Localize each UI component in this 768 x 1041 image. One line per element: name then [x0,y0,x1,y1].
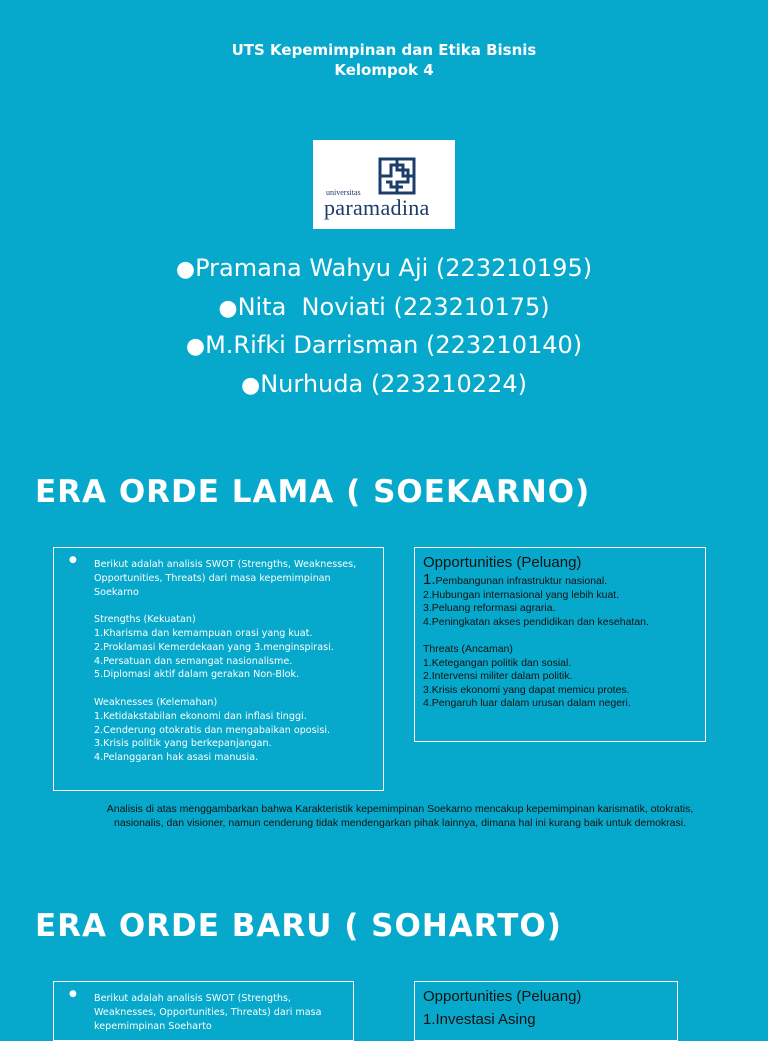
swot-intro-text: Berikut adalah analisis SWOT (Strengths, Weaknesses, Opportunities, Threats) dari masa kepemimpinan Soeharto [94,993,325,1032]
member-list [0,250,768,404]
opportunities-list: 1.Investasi Asing [423,1011,536,1028]
swot-opportunities-threats-text [423,573,649,711]
logo-wordmark: paramadina [324,195,430,220]
analysis-summary: Analisis di atas menggambarkan bahwa Karakteristik kepemimpinan Soekarno mencakup kepemimpinan karismatik, otokratis, nasionalis, dan visioner, namun cenderung tidak mendengarkan pihak lainnya, dimana hal ini kurang baik untuk demokrasi. [106,803,694,829]
paramadina-knot-icon [377,156,417,196]
document-title [0,40,768,80]
swot-left-box-orde-lama [53,547,384,791]
swot-right-box-orde-lama [414,547,706,742]
title-line-2: Kelompok 4 [334,61,434,79]
section-heading-orde-baru: ERA ORDE BARU ( SOHARTO) [35,908,562,944]
title-line-1: UTS Kepemimpinan dan Etika Bisnis [231,41,537,59]
swot-left-box-orde-baru [53,981,354,1041]
bullet-icon: ● [218,295,238,321]
logo-small-text: universitas [326,188,361,197]
swot-strengths-weaknesses-text: Berikut adalah analisis SWOT (Strengths, Weaknesses, Opportunities, Threats) dari masa kepemimpinan Soekarno Strengths (Kekuatan) 1.Kharisma dan kemampuan orasi yang kuat. 2.Proklamasi Kemerdekaan yang 3.menginspirasi. 4.Persatuan dan semangat nasionalisme. 5.Diplomasi aktif dalam gerakan Non-Blok. Weaknesses (Kelemahan) 1.Ketidakstabilan ekonomi dan inflasi tinggi. 2.Cenderung otokratis dan mengabaikan oposisi. 3.Krisis politik yang berkepanjangan. 4.Pelanggaran hak asasi manusia. [94,559,357,764]
opportunities-threats-list: Pembangunan infrastruktur nasional. 2.Hubungan internasional yang lebih kuat. 3.Peluang reformasi agraria. 4.Peningkatan akses pendidikan dan kesehatan. Threats (Ancaman) 1.Ketegangan politik dan sosial. 2.Intervensi militer dalam politik. 3.Krisis ekonomi yang dapat memicu protes. 4.Pengaruh luar dalam urusan dalam negeri. [423,575,649,710]
university-logo [313,140,455,229]
opportunities-heading: Opportunities (Peluang) [423,988,582,1005]
member-name: M.Rifki Darrisman (223210140) [205,331,583,359]
bullet-icon: ● [69,989,77,999]
bullet-icon: ● [241,372,261,398]
bullet-icon: ● [69,555,77,565]
bullet-icon: ● [175,257,196,282]
section-heading-orde-lama: ERA ORDE LAMA ( SOEKARNO) [35,474,591,510]
opportunities-heading: Opportunities (Peluang) [423,554,582,571]
member-name: Nita Noviati (223210175) [237,292,550,321]
member-item [0,327,768,366]
member-item [0,250,768,289]
member-item [0,289,768,328]
list-number: 1. [423,571,436,588]
member-name: Nurhuda (223210224) [260,369,527,398]
swot-right-box-orde-baru [414,981,678,1041]
member-item [0,366,768,405]
member-name: Pramana Wahyu Aji (223210195) [195,254,593,282]
bullet-icon: ● [185,334,206,359]
